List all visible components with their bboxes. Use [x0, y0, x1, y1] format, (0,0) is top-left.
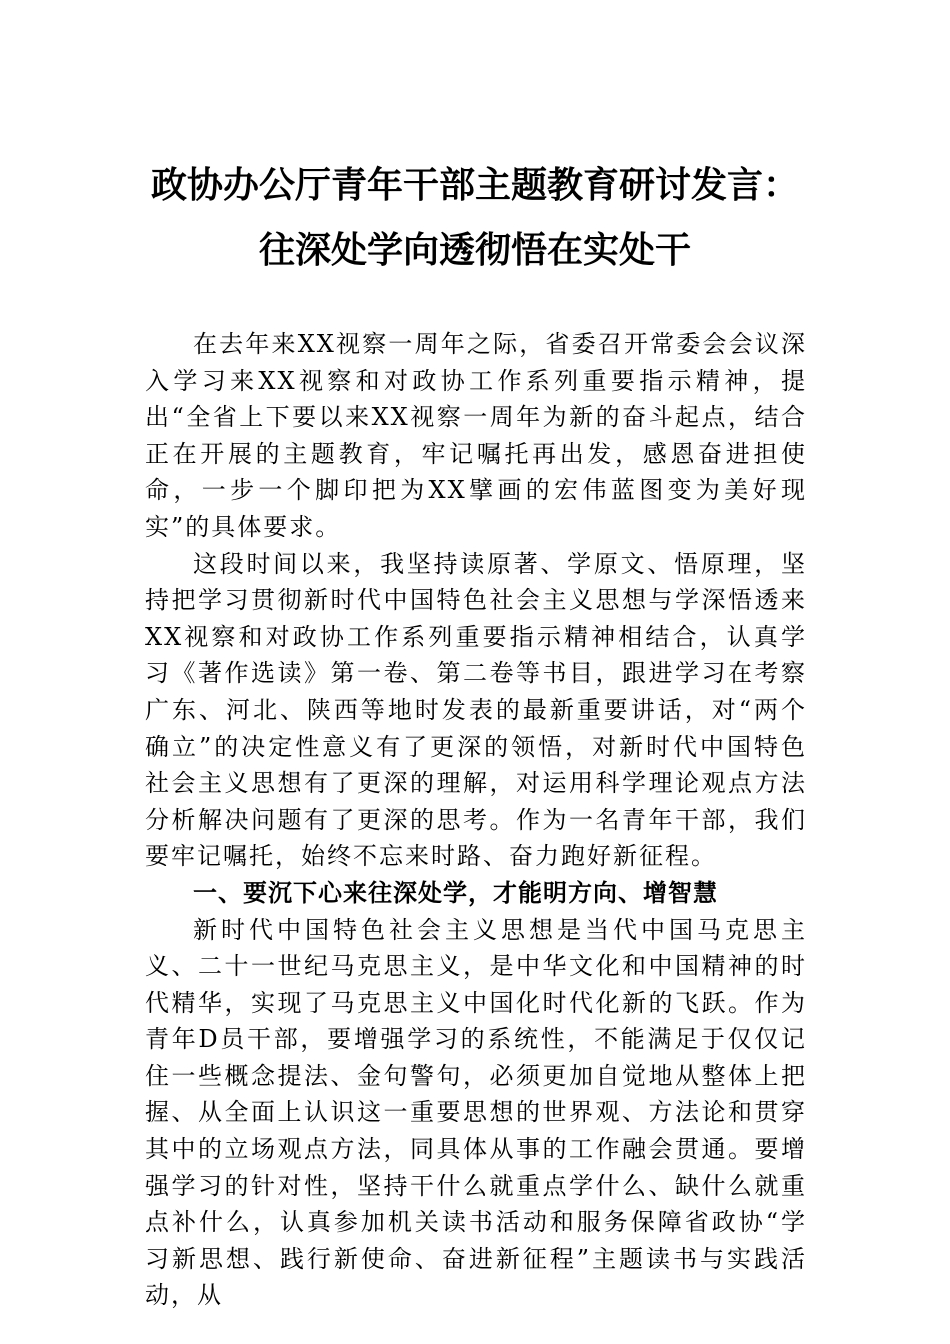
paragraph-1: 在去年来XX视察一周年之际，省委召开常委会会议深入学习来XX视察和对政协工作系列重要指示精神，提出“全省上下要以来XX视察一周年为新的奋斗起点，结合正在开展的主题教育，牢记嘱托再出发，感恩奋进担使命，一步一个脚印把为XX擘画的宏伟蓝图变为美好现实”的具体要求。: [145, 330, 807, 541]
document-title-line-1: 政协办公厅青年干部主题教育研讨发言：: [150, 164, 799, 206]
document-body: [145, 326, 807, 1314]
paragraph-2: 这段时间以来，我坚持读原著、学原文、悟原理，坚持把学习贯彻新时代中国特色社会主义思想与学深悟透来XX视察和对政协工作系列重要指示精神相结合，认真学习《著作选读》第一卷、第二卷等书目，跟进学习在考察广东、河北、陕西等地时发表的最新重要讲话，对“两个确立”的决定性意义有了更深的领悟，对新时代中国特色社会主义思想有了更深的理解，对运用科学理论观点方法分析解决问题有了更深的思考。作为一名青年干部，我们要牢记嘱托，始终不忘来时路、奋力跑好新征程。: [145, 549, 807, 871]
section-heading-1: 一、要沉下心来往深处学，才能明方向、增智慧: [193, 878, 718, 907]
document-title-line-2: 往深处学向透彻悟在实处干: [258, 229, 691, 271]
paragraph-3: 新时代中国特色社会主义思想是当代中国马克思主义、二十一世纪马克思主义，是中华文化和中国精神的时代精华，实现了马克思主义中国化时代化新的飞跃。作为青年D员干部，要增强学习的系统性，不能满足于仅仅记住一些概念提法、金句警句，必须更加自觉地从整体上把握、从全面上认识这一重要思想的世界观、方法论和贯穿其中的立场观点方法，同具体从事的工作融会贯通。要增强学习的针对性，坚持干什么就重点学什么、缺什么就重点补什么，认真参加机关读书活动和服务保障省政协“学习新思想、践行新使命、奋进新征程”主题读书与实践活动，从: [145, 915, 807, 1310]
